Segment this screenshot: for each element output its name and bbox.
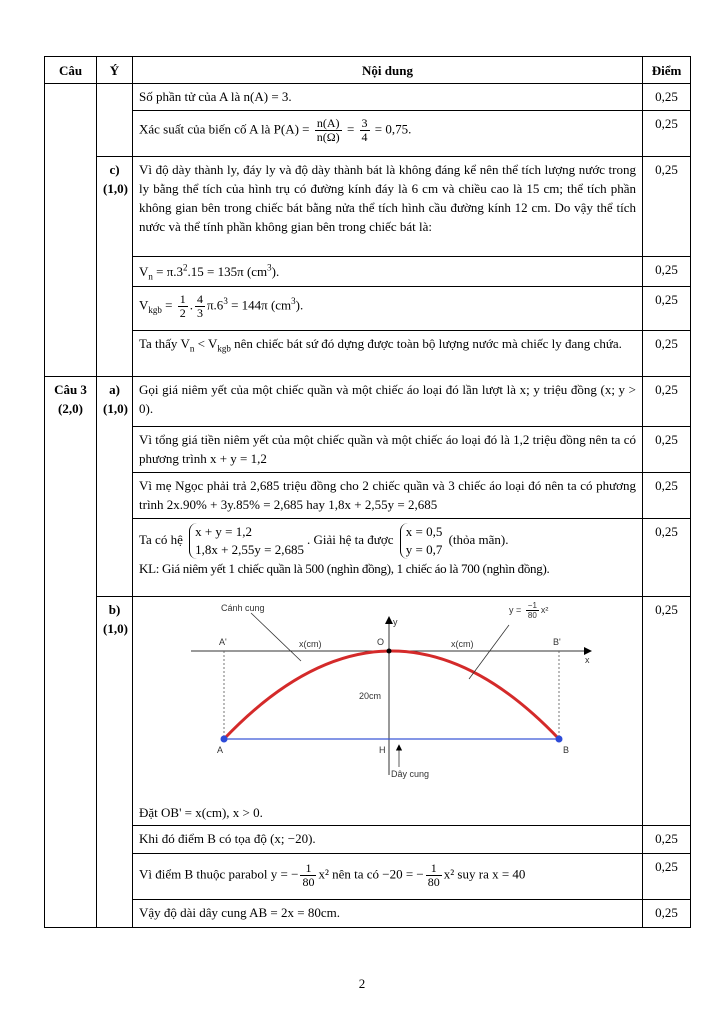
score-cell: 0,25 — [643, 111, 691, 157]
label-o: O — [377, 637, 385, 647]
solution-system — [400, 523, 443, 559]
cau-score: (2,0) — [58, 401, 83, 416]
point-o — [387, 649, 392, 654]
table-row — [45, 84, 691, 111]
formula-lhs: P(A) = — [273, 121, 310, 137]
numerator: 3 — [361, 116, 368, 130]
score-cell: 0,25 — [643, 377, 691, 427]
table-row — [45, 111, 691, 157]
denominator: n(Ω) — [316, 130, 340, 144]
table-row — [45, 427, 691, 473]
bow-diagram — [179, 599, 599, 799]
score-cell: 0,25 — [643, 84, 691, 111]
bow-figure — [179, 599, 599, 799]
content-text: x² nên ta có −20 = − — [318, 866, 424, 882]
content-cell: $V_n = \pi.3^2.15 = 135\pi$ $(cm^3)$. — [133, 257, 643, 287]
y-label: b) — [108, 602, 121, 617]
header-noidung: Nội dung — [133, 57, 643, 84]
numerator: n(A) — [315, 117, 342, 131]
y-score: (1,0) — [103, 621, 128, 636]
score-cell: 0,25 — [643, 854, 691, 900]
table-row — [45, 377, 691, 427]
denominator: 3 — [196, 306, 203, 320]
content-cell: Số phần tử của A là n(A) = 3. — [133, 84, 643, 111]
label-a: A — [217, 745, 224, 755]
page-number: 2 — [358, 976, 366, 991]
system-line — [139, 523, 636, 559]
y-cell — [97, 377, 133, 597]
table-row — [45, 519, 691, 597]
table-row — [45, 900, 691, 928]
content-text: Đặt OB' = x(cm), x > 0. — [139, 805, 263, 820]
bow-arc — [224, 651, 559, 739]
numerator: 1 — [426, 862, 442, 876]
y-cell — [97, 157, 133, 377]
content-cell — [133, 519, 643, 597]
equation-line: 1,8x + 2,55y = 2,685 — [195, 542, 305, 557]
fraction — [195, 293, 205, 320]
table-row — [45, 257, 691, 287]
content-text: Xác suất của biến cố A là — [139, 121, 274, 137]
score-cell: 0,25 — [643, 826, 691, 854]
table-row — [45, 157, 691, 257]
table-row — [45, 854, 691, 900]
numerator: 1 — [300, 862, 316, 876]
y-score: (1,0) — [103, 401, 128, 416]
denominator: 80 — [427, 875, 440, 889]
equation-line: y = 0,7 — [405, 542, 443, 557]
content-text: . Giải hệ ta được — [307, 531, 394, 547]
content-cell: Vậy độ dài dây cung AB = 2x = 80cm. — [133, 900, 643, 928]
equation-line: x = 0,5 — [405, 524, 443, 539]
label-b-prime: B' — [553, 637, 561, 647]
grading-table — [44, 56, 691, 928]
fraction — [300, 862, 316, 889]
content-text: Ta có hệ — [139, 531, 183, 547]
eq-lhs: y = — [509, 604, 522, 615]
parabol-equation — [509, 601, 548, 620]
content-text: (thỏa mãn). — [448, 531, 509, 547]
table-row — [45, 287, 691, 331]
content-cell — [133, 597, 643, 826]
cau-label: Câu 3 — [54, 382, 87, 397]
equation-system — [189, 523, 304, 559]
y-label: c) — [109, 162, 120, 177]
score-cell: 0,25 — [643, 157, 691, 257]
point-a — [221, 736, 228, 743]
label-xcm-right: x(cm) — [451, 639, 474, 649]
header-cau: Câu — [45, 57, 97, 84]
content-cell: Vì mẹ Ngọc phải trả 2,685 triệu đồng cho 2 chiếc quần và 3 chiếc áo loại đó nên ta có phương trình 2x.90% + 3y.85% = 2,685 hay 1,8x + 2,55y = 2,685 — [133, 473, 643, 519]
header-row — [45, 57, 691, 84]
numerator: 1 — [179, 292, 186, 306]
y-cell-empty — [97, 84, 133, 157]
label-a-prime: A' — [219, 637, 227, 647]
fraction — [426, 862, 442, 889]
table-row — [45, 473, 691, 519]
label-h: H — [379, 745, 386, 755]
formula-tail: = 0,75. — [374, 121, 412, 137]
eq-fraction — [526, 601, 539, 620]
score-cell: 0,25 — [643, 427, 691, 473]
eq-rhs: x² — [540, 604, 549, 615]
eq-numerator: −1 — [527, 601, 537, 610]
cau-cell — [45, 377, 97, 928]
conclusion: KL: Giá niêm yết 1 chiếc quần là 500 (nghìn đồng), 1 chiếc áo là 700 (nghìn đồng). — [139, 561, 550, 576]
point-b — [556, 736, 563, 743]
content-cell: Khi đó điểm B có tọa độ (x; −20). — [133, 826, 643, 854]
content-cell: Xác suất của biến cố A là P(A) = $\frac{n(A)}{n(\Omega)}$ = $\frac{3}{4}$ = 0,75. — [133, 111, 643, 157]
label-xcm-left: x(cm) — [299, 639, 322, 649]
header-diem: Điểm — [643, 57, 691, 84]
label-canh-cung: Cánh cung — [221, 603, 265, 613]
eq-denominator: 80 — [527, 611, 537, 620]
denominator: 80 — [302, 875, 315, 889]
table-row — [45, 331, 691, 377]
label-y-axis: y — [393, 617, 398, 627]
equation-pointer — [469, 625, 509, 679]
content-cell: Vì độ dày thành ly, đáy ly và độ dày thành bát là không đáng kể nên thể tích lượng nước trong ly bằng thể tích của hình trụ có đường kính đáy là 6 cm và chiều cao là 15 cm; thể tích phần không gian bên trong chiếc bát bằng nửa thể tích hình cầu đường kính 12 cm. Do vậy thể tích nước và thể tính phần không gian bên trong chiếc bát là: — [133, 157, 643, 257]
denominator: 4 — [361, 130, 368, 144]
score-cell: 0,25 — [643, 331, 691, 377]
content-text: Vì điểm B thuộc parabol y = − — [139, 866, 299, 882]
label-day-cung: Dây cung — [391, 769, 430, 779]
content-cell: $V_{kgb}$ = $\frac{1}{2}$ . $\frac{4}{3}$ $\pi.6^3 = 144\pi$ $(cm^3)$. — [133, 287, 643, 331]
content-cell: Vì tổng giá tiền niêm yết của một chiếc quần và một chiếc áo loại đó là 1,2 triệu đồng nên ta có phương trình x + y = 1,2 — [133, 427, 643, 473]
y-label: a) — [109, 382, 120, 397]
score-cell: 0,25 — [643, 473, 691, 519]
fraction — [360, 117, 370, 144]
cau-cell-empty — [45, 84, 97, 377]
table-row — [45, 826, 691, 854]
table-row — [45, 597, 691, 826]
fraction — [315, 117, 342, 144]
score-cell: 0,25 — [643, 597, 691, 826]
content-text: x² suy ra x = 40 — [443, 866, 526, 882]
score-cell: 0,25 — [643, 287, 691, 331]
header-y: Ý — [97, 57, 133, 84]
denominator: 2 — [179, 306, 186, 320]
label-height: 20cm — [359, 691, 382, 701]
content-cell — [133, 854, 643, 900]
content-cell: Gọi giá niêm yết của một chiếc quần và một chiếc áo loại đó lần lượt là x; y triệu đồng (x; y > 0). — [133, 377, 643, 427]
label-x-axis: x — [585, 655, 590, 665]
numerator: 4 — [196, 292, 203, 306]
bow-label-pointer — [251, 613, 301, 661]
score-cell: 0,25 — [643, 257, 691, 287]
y-cell — [97, 597, 133, 928]
content-cell: Ta thấy $V_n < V_{kgb}$ nên chiếc bát sứ đó dựng được toàn bộ lượng nước mà chiếc ly đang chứa. — [133, 331, 643, 377]
equation-line: x + y = 1,2 — [195, 524, 253, 539]
fraction — [178, 293, 188, 320]
score-cell: 0,25 — [643, 519, 691, 597]
score-cell: 0,25 — [643, 900, 691, 928]
label-b: B — [563, 745, 570, 755]
y-score: (1,0) — [103, 181, 128, 196]
